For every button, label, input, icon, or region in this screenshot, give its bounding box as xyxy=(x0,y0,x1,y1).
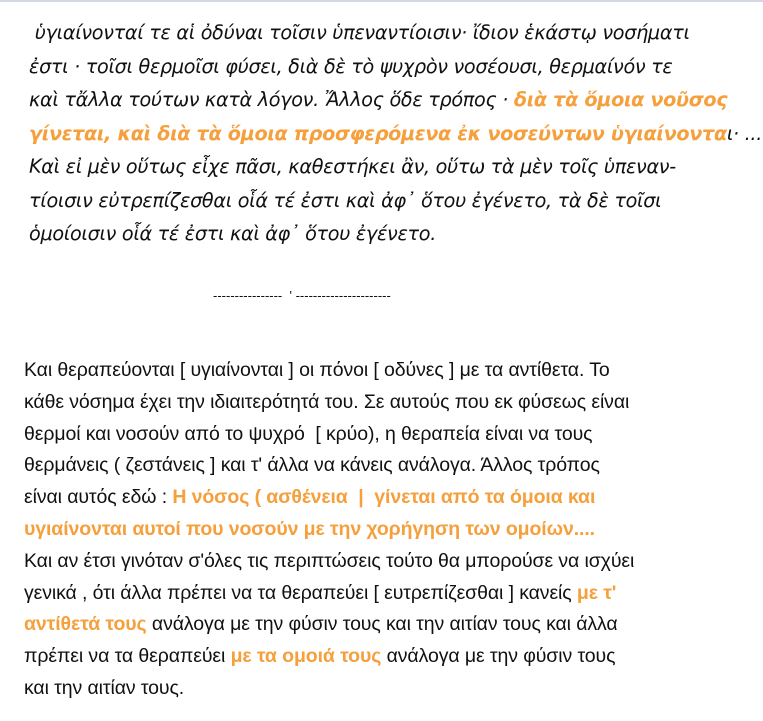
text-span: θερμάνεις ( ζεστάνεις ] και τ' άλλα να κάνεις ανάλογα. Άλλος τρόπος xyxy=(24,454,600,477)
text-span: ἐστι · τοῖσι θερμοῖσι φύσει, διὰ δὲ τὸ ψυχρὸν νοσέουσι, θερμαίνόν τε xyxy=(29,54,673,78)
highlighted-phrase: γίνεται, καὶ διὰ τὰ ὅμοια προσφερόμενα ἐκ νοσεύντων ὑγιαίνοντα xyxy=(29,121,727,145)
text-span: και την αιτίαν τους. xyxy=(24,676,185,699)
text-line xyxy=(24,387,763,419)
text-span: Και θεραπεύονται [ υγιαίνονται ] οι πόνοι [ οδύνες ] με τα αντίθετα. Το xyxy=(24,359,610,381)
highlighted-phrase: αντίθετά τους xyxy=(24,613,147,636)
text-line xyxy=(24,482,763,514)
text-span: πρέπει να τα θεραπεύει xyxy=(24,645,231,668)
text-line xyxy=(29,150,763,184)
text-span: Και αν έτσι γινόταν σ'όλες τις περιπτώσεις τούτο θα μπορούσε να ισχύει xyxy=(24,549,635,572)
text-line xyxy=(24,514,763,546)
text-span: ι· ... xyxy=(726,121,763,145)
text-line xyxy=(24,450,763,482)
text-line xyxy=(24,609,763,641)
text-line xyxy=(24,355,763,387)
highlighted-phrase: Η νόσος ( ασθένεια | γίνεται από τα όμοια και xyxy=(172,486,596,509)
text-line xyxy=(24,578,763,610)
text-line xyxy=(24,673,763,705)
text-line xyxy=(29,117,763,151)
highlighted-phrase: με τα ομοιά τους xyxy=(230,645,382,668)
text-line xyxy=(24,546,763,578)
text-line xyxy=(29,16,763,50)
text-span: ὁμοίοισιν οἷά τέ ἐστι καὶ ἀφ᾽ ὅτου ἐγένετο. xyxy=(29,222,437,245)
text-span: Καὶ εἰ μὲν οὕτως εἶχε πᾶσι, καθεστήκει ἂν, οὕτω τὰ μὲν τοῖς ὑπεναν- xyxy=(29,155,676,178)
text-span: είναι αυτός εδώ : xyxy=(24,486,173,509)
text-line xyxy=(29,184,763,218)
modern-greek-translation xyxy=(24,355,763,705)
text-span: τίοισιν εὐτρεπίζεσθαι οἷά τέ ἐστι καὶ ἀφ᾽ ὅτου ἐγένετο, τὰ δὲ τοῖσι xyxy=(29,188,662,212)
text-span: ανάλογα με την φύσιν τους xyxy=(381,645,616,668)
text-line xyxy=(29,217,763,251)
highlighted-phrase: υγιαίνονται αυτοί που νοσούν με την χορήγηση των ομοίων.... xyxy=(24,517,595,540)
text-line xyxy=(24,641,763,673)
text-span: ανάλογα με την φύσιν τους και την αιτίαν τους και άλλα xyxy=(146,613,618,636)
section-separator: ---------------- ' ---------------------- xyxy=(213,288,391,303)
text-span: θερμοί και νοσούν από το ψυχρό [ κρύο), η θεραπεία είναι να τους xyxy=(24,422,593,445)
text-span: γενικά , ότι άλλα πρέπει να τα θεραπεύει [ ευτρεπίζεσθαι ] κανείς xyxy=(24,581,577,604)
highlighted-phrase: με τ' xyxy=(576,581,617,604)
text-span: καὶ τἄλλα τούτων κατὰ λόγον. Ἄλλος ὅδε τρόπος · xyxy=(29,88,514,111)
text-line xyxy=(24,419,763,451)
text-line xyxy=(29,50,763,84)
ancient-greek-passage xyxy=(29,16,763,251)
text-span: κάθε νόσημα έχει την ιδιαιτερότητά του. Σε αυτούς που εκ φύσεως είναι xyxy=(24,390,630,413)
text-span: ὑγιαίνονταί τε αἱ ὀδύναι τοῖσιν ὑπεναντίοισιν· ἴδιον ἑκάστῳ νοσήματι xyxy=(29,21,690,44)
text-line xyxy=(29,83,763,117)
highlighted-phrase: διὰ τὰ ὅμοια νοῦσος xyxy=(513,88,728,111)
